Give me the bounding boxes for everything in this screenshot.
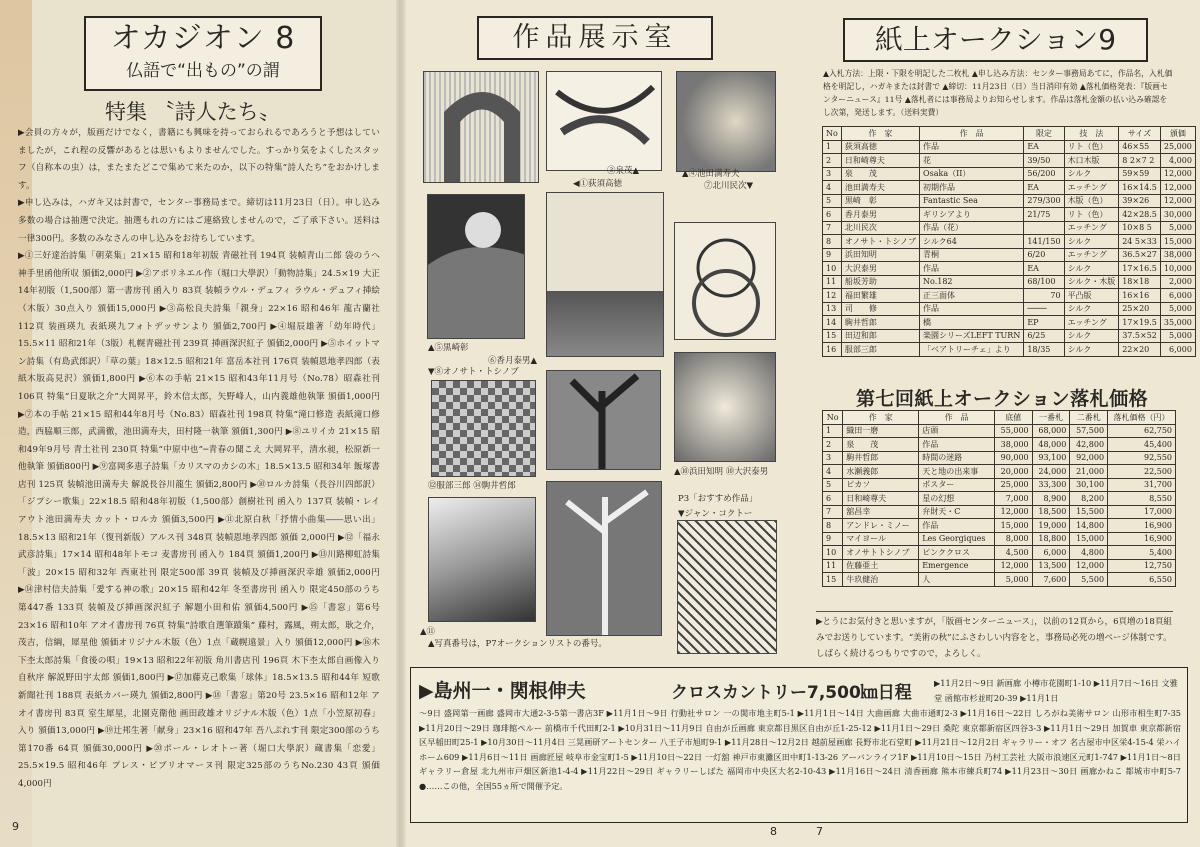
table-row	[823, 573, 1176, 587]
table-cell: EA	[1024, 140, 1064, 154]
tour-box	[410, 667, 1188, 823]
results-header-cell: 底値	[994, 411, 1032, 425]
table-cell: 舘昌幸	[843, 505, 919, 519]
table-cell: 6,000	[1160, 343, 1195, 357]
table-cell: シルク64	[920, 235, 1024, 249]
intro-paragraph: ▶会員の方々が，版画だけでなく，書籍にも興味を持っておられるであろうと予想はしていましたが，これ程の反響があるとは思いもよりませんでした。すっかり気をよくしたスタッフ（自称本の虫）は，またまたどこで集めて来たのか，以下の特集“詩人たち”をおかけします。	[18, 128, 380, 191]
table-cell: 4	[823, 181, 842, 195]
table-cell: 花	[920, 154, 1024, 168]
table-cell: 4,500	[994, 546, 1032, 560]
table-cell: 初期作品	[920, 181, 1024, 195]
table-row	[823, 248, 1196, 262]
results-header-cell: 作 家	[843, 411, 919, 425]
artwork-3-image	[546, 71, 662, 171]
results-header-cell: 二番札	[1070, 411, 1108, 425]
table-cell: 11	[823, 275, 842, 289]
table-cell: 12,000	[1160, 181, 1195, 195]
table-cell: 6/20	[1024, 248, 1064, 262]
table-cell: 作品	[919, 438, 995, 452]
table-row	[823, 208, 1196, 222]
table-cell: EP	[1024, 316, 1064, 330]
table-cell: 39×26	[1119, 194, 1161, 208]
table-cell: 正三面体	[920, 289, 1024, 303]
table-cell: 日和崎尊夫	[843, 492, 919, 506]
table-cell: 織田一磨	[843, 424, 919, 438]
table-cell: シルク	[1064, 262, 1119, 276]
table-cell: 25,000	[994, 478, 1032, 492]
table-cell: 12,000	[1070, 559, 1108, 573]
table-cell: 20,000	[994, 465, 1032, 479]
artwork-6-image	[546, 192, 664, 357]
table-cell: ────	[1024, 302, 1064, 316]
tour-schedule: 〜9日 盛岡第一画廊 盛岡市大通2-3-5第一書店3F ▶11月1日〜9日 行動社サロン 一の関市地主町5-1 ▶11月1日〜14日 大曲画廊 大曲市通町2-3 ▶11月16日〜22日 しろがね美術サロン 山形市相生町7-35 ▶11月20日〜29日 珈琲館ペルー 前橋市千代田町2-1 ▶10月31日〜11月9日 自由が丘画廊 東京都目黒区自由が丘1-25-12 ▶11月1日〜29日 桑陀 東京都新宿区四谷3-3 ▶11月1日〜29日 加賀車 東京都新宿区早稲田町25-1 ▶10月30日〜11月4日 三晃画研アートセンター 八王子市旭町9-1 ▶11月28日〜12月2日 越前屋画廊 長野市北石堂町 ▶11月21日〜12月2日 ギャラリー・オフ 名古屋市中区栄4-15-4 栄ハイホーム609 ▶11月6日〜11日 画廊匠屋 岐阜市金宝町1-5 ▶11月10日〜22日 一灯舘 神戸市東灘区田中町1-13-26 アーバンライフ1F ▶11月10日〜15日 乃村工芸社 大阪市浪速区元町1-747 ▶11月1日〜8日 ギャラリー倉屋 北九州市戸畑区新池1-4-4 ▶11月22日〜29日 ギャラリーしばた 福岡市中央区大名2-10-43 ▶11月16日〜24日 清香画廊 熊本市練兵町74 ▶11月23日〜30日 画廊かねこ 都城市中町5-7 ●……この他，全国55ヵ所で開催予定。	[419, 708, 1181, 791]
table-row	[823, 505, 1176, 519]
auction-table	[822, 126, 1196, 357]
arch-drawing	[424, 72, 539, 183]
table-cell: 8	[823, 235, 842, 249]
table-cell: 14	[823, 316, 842, 330]
table-cell: 駒井哲郎	[843, 451, 919, 465]
tour-headline-distance: クロスカントリー7,500㎞日程	[671, 683, 912, 703]
table-cell: 17,000	[1108, 505, 1176, 519]
table-cell: 作品	[920, 140, 1024, 154]
caption-8: ▼⑧オノサト・トシノブ	[428, 367, 519, 377]
table-cell: 木口木版	[1064, 154, 1119, 168]
table-cell: 70	[1024, 289, 1064, 303]
table-cell: Les Georgiques	[919, 532, 995, 546]
table-cell: 57,500	[1070, 424, 1108, 438]
auction-header-cell: 作 品	[920, 127, 1024, 141]
tour-headline: ▶島州一・関根伸夫	[419, 680, 586, 702]
table-cell: 4,000	[1160, 154, 1195, 168]
table-cell: 16	[823, 343, 842, 357]
auction-header-cell: 頒価	[1160, 127, 1195, 141]
table-row	[823, 532, 1176, 546]
table-cell: 司 修	[841, 302, 919, 316]
caption-5: ▲⑤黒崎彰	[428, 343, 469, 353]
table-cell: 5,000	[1160, 329, 1195, 343]
table-cell: リト（色）	[1064, 140, 1119, 154]
table-cell: 55,000	[994, 424, 1032, 438]
table-cell: 18/35	[1024, 343, 1064, 357]
table-cell: EA	[1024, 262, 1064, 276]
table-cell: 11	[823, 559, 843, 573]
table-row	[823, 221, 1196, 235]
table-row	[823, 424, 1176, 438]
catalog-text	[18, 125, 380, 794]
table-row	[823, 478, 1176, 492]
table-cell: 平凸版	[1064, 289, 1119, 303]
table-cell: マイヨール	[843, 532, 919, 546]
table-cell: シルク	[1064, 302, 1119, 316]
occasion-subtitle: 仏語で“出もの”の謂	[126, 61, 280, 81]
table-cell: 作品	[920, 262, 1024, 276]
table-cell: 24 5×33	[1119, 235, 1161, 249]
caption-10: ⑫服部三郎 ⑭駒井哲郎	[428, 481, 516, 491]
table-cell: アンドレ・ミノー	[843, 519, 919, 533]
table-cell: 68,000	[1032, 424, 1070, 438]
auction-header-row	[823, 127, 1196, 141]
table-cell: 楽園シリーズLEFT TURN	[920, 329, 1024, 343]
table-cell: 12,750	[1108, 559, 1176, 573]
artwork-tree-image	[546, 481, 662, 636]
table-row	[823, 451, 1176, 465]
table-cell: 8,200	[1070, 492, 1108, 506]
table-cell: エッチング	[1064, 248, 1119, 262]
table-cell: 13	[823, 302, 842, 316]
table-cell: 作品	[920, 302, 1024, 316]
table-cell: 24,000	[1032, 465, 1070, 479]
table-cell: ギリシアより	[920, 208, 1024, 222]
table-row	[823, 154, 1196, 168]
table-cell: 9	[823, 532, 843, 546]
table-cell: 6	[823, 492, 843, 506]
results-title: 第七回紙上オークション落札価格	[856, 388, 1149, 410]
table-cell: 2	[823, 154, 842, 168]
table-cell: 8,550	[1108, 492, 1176, 506]
auction-header-cell: サイズ	[1119, 127, 1161, 141]
table-cell: 泉 茂	[841, 167, 919, 181]
artwork-8-image	[431, 380, 536, 477]
table-cell: 6/25	[1024, 329, 1064, 343]
table-cell: 30,100	[1070, 478, 1108, 492]
table-row	[823, 140, 1196, 154]
table-cell: Emergence	[919, 559, 995, 573]
table-row	[823, 343, 1196, 357]
auction-body	[823, 140, 1196, 356]
table-cell: 12	[823, 289, 842, 303]
table-cell: 42×28.5	[1119, 208, 1161, 222]
table-row	[823, 465, 1176, 479]
table-cell: 時間の迷路	[919, 451, 995, 465]
gallery-note: ▲写真番号は，P7オークションリストの番号。	[428, 639, 607, 649]
caption-4: ▲④池田満寿夫	[682, 169, 740, 179]
table-cell: 16×14.5	[1119, 181, 1161, 195]
table-row	[823, 438, 1176, 452]
table-cell: 12,000	[994, 559, 1032, 573]
flower-drawing	[675, 223, 776, 340]
table-cell: 3	[823, 167, 842, 181]
artwork-cocteau-image	[677, 520, 777, 654]
auction-header-cell: 技 法	[1064, 127, 1119, 141]
table-row	[823, 329, 1196, 343]
table-row	[823, 492, 1176, 506]
wave-drawing	[547, 72, 662, 171]
table-cell: 38,000	[994, 438, 1032, 452]
table-row	[823, 302, 1196, 316]
table-cell: 31,700	[1108, 478, 1176, 492]
table-cell: ピカソ	[843, 478, 919, 492]
table-cell: 荻須高徳	[841, 140, 919, 154]
page-number-7: 7	[816, 825, 823, 838]
tree-drawing	[547, 371, 661, 470]
results-header-cell: 落札価格（円）	[1108, 411, 1176, 425]
table-cell: 14,800	[1070, 519, 1108, 533]
table-cell: シルク	[1064, 329, 1119, 343]
table-row	[823, 181, 1196, 195]
table-cell: ポスター	[919, 478, 995, 492]
table-cell: EA	[1024, 181, 1064, 195]
table-cell: 6,000	[1160, 289, 1195, 303]
table-cell: 黒崎 彰	[841, 194, 919, 208]
table-cell: 牛玖健治	[843, 573, 919, 587]
table-cell: エッチング	[1064, 221, 1119, 235]
table-cell: オノサト・トシノブ	[841, 235, 919, 249]
table-cell: 人	[919, 573, 995, 587]
table-cell: 141/150	[1024, 235, 1064, 249]
table-cell: 弁財天・C	[919, 505, 995, 519]
table-row	[823, 275, 1196, 289]
table-cell: 8,000	[994, 532, 1032, 546]
caption-6: ⑥香月泰男▲	[488, 356, 538, 366]
table-cell: 30,000	[1160, 208, 1195, 222]
table-cell: オノサトトシノブ	[843, 546, 919, 560]
table-cell: ピンククロス	[919, 546, 995, 560]
table-row	[823, 262, 1196, 276]
table-row	[823, 167, 1196, 181]
occasion-title-box	[84, 16, 322, 91]
page-number-left: 9	[12, 820, 19, 833]
table-cell: 15,000	[994, 519, 1032, 533]
table-cell: シルク・木版	[1064, 275, 1119, 289]
table-cell: 5,000	[1160, 221, 1195, 235]
table-row	[823, 289, 1196, 303]
table-cell: 6,000	[1032, 546, 1070, 560]
table-row	[823, 316, 1196, 330]
table-cell: 19,000	[1032, 519, 1070, 533]
results-header-cell: 作 品	[919, 411, 995, 425]
table-cell: 2	[823, 438, 843, 452]
table-cell: 7	[823, 221, 842, 235]
table-cell: Osaka（II）	[920, 167, 1024, 181]
table-cell: エッチング	[1064, 316, 1119, 330]
table-cell: 4	[823, 465, 843, 479]
table-cell: 17×19.5	[1119, 316, 1161, 330]
caption-9: ▲⑩浜田知明 ⑩大沢泰男	[674, 467, 769, 477]
table-cell: 5,000	[994, 573, 1032, 587]
table-cell: 45,400	[1108, 438, 1176, 452]
table-cell: 「ベアトリーチェ」より	[920, 343, 1024, 357]
table-cell: 作品（花）	[920, 221, 1024, 235]
table-cell: 5,400	[1108, 546, 1176, 560]
table-cell: 93,100	[1032, 451, 1070, 465]
table-cell: 池田満寿夫	[841, 181, 919, 195]
table-cell: 8	[823, 519, 843, 533]
table-cell: 33,300	[1032, 478, 1070, 492]
table-cell: 1	[823, 140, 842, 154]
table-cell: 56/200	[1024, 167, 1064, 181]
abstract-drawing	[428, 195, 525, 339]
table-row	[823, 546, 1176, 560]
table-cell: 10	[823, 546, 843, 560]
table-cell: 駒井哲郎	[841, 316, 919, 330]
order-paragraph: ▶申し込みは，ハガキ又は封書で，センター事務局まで。締切は11月23日（日）。申し込み多数の場合は抽選で決定。抽選もれの方にはご連絡致しませんので，ご了承下さい。送料は一律300円。多数のみなさんの申し込みをお待ちしています。	[18, 198, 380, 244]
table-cell: 37.5×52	[1119, 329, 1161, 343]
page-number-8: 8	[770, 825, 777, 838]
table-cell: 水瀬義郎	[843, 465, 919, 479]
table-cell: 10	[823, 262, 842, 276]
table-cell: 46×55	[1119, 140, 1161, 154]
table-cell: 36.5×27	[1119, 248, 1161, 262]
table-cell: シルク	[1064, 343, 1119, 357]
table-cell: Fantastic Sea	[920, 194, 1024, 208]
table-cell: 木版（色）	[1064, 194, 1119, 208]
table-cell: 15	[823, 329, 842, 343]
news-note: ▶とうにお気付きと思いますが，「版画センターニュース」，以前の12頁から，6頁増の18頁組みでお送りしています。“美術の秋”にふさわしい内容をと，事務局必死の増ページ体制です。しばらく続けるつもりですので，よろしく。	[816, 611, 1173, 662]
table-cell	[1024, 221, 1064, 235]
table-cell: 服部三郎	[841, 343, 919, 357]
bare-tree-drawing	[547, 482, 662, 636]
table-cell: 青桐	[920, 248, 1024, 262]
table-cell: 大沢泰男	[841, 262, 919, 276]
occasion-title: オカジオン 8	[110, 21, 296, 56]
table-cell: 48,000	[1032, 438, 1070, 452]
table-row	[823, 235, 1196, 249]
table-cell: 6	[823, 208, 842, 222]
table-cell: 田辺和郎	[841, 329, 919, 343]
auction-title: 紙上オークション9	[843, 18, 1148, 62]
table-cell: 15	[823, 573, 843, 587]
table-cell: 北川民次	[841, 221, 919, 235]
results-header-cell: 一番札	[1032, 411, 1070, 425]
tour-top-schedule: ▶11月2日〜9日 新画廊 小樽市花園町1-10 ▶11月7日〜16日 文雅堂 函館市杉並町20-39 ▶11月1日	[934, 678, 1178, 703]
table-cell: 92,550	[1108, 451, 1176, 465]
caption-11: P3「おすすめ作品」	[678, 494, 758, 504]
auction-header-cell: 作 家	[841, 127, 919, 141]
table-cell: シルク	[1064, 167, 1119, 181]
table-cell: 4,800	[1070, 546, 1108, 560]
table-cell: 25×20	[1119, 302, 1161, 316]
table-cell: 8,900	[1032, 492, 1070, 506]
table-cell: 泉 茂	[843, 438, 919, 452]
table-cell: No.182	[920, 275, 1024, 289]
table-cell: 13,500	[1032, 559, 1070, 573]
gallery-title: 作品展示室	[477, 16, 713, 60]
table-cell: 22,500	[1108, 465, 1176, 479]
table-cell: 1	[823, 424, 843, 438]
table-cell: 7,600	[1032, 573, 1070, 587]
table-cell: 16×16	[1119, 289, 1161, 303]
table-cell: 12,000	[1160, 167, 1195, 181]
table-cell: 21/75	[1024, 208, 1064, 222]
caption-13: ▲⑪	[420, 627, 436, 637]
caption-1: ◀①荻須高徳	[573, 179, 623, 189]
table-row	[823, 194, 1196, 208]
special-feature-title: 特集 〝詩人たち〟	[105, 100, 280, 124]
table-cell: 浜田知明	[841, 248, 919, 262]
table-cell: 10,000	[1160, 262, 1195, 276]
book-list: ▶①三好達治詩集「朝菜集」21×15 昭和18年初版 青磁社刊 194頁 装幀青山二郎 袋のうへ 神手里函他所収 頒価2,000円 ▶②アポリネエル作（堀口大學訳）「動物詩集」24.5×19 大正14年初版（1,500部）第一書房刊 函入り 83頁 装幀ラウル・デュフィ ラウル・デュフィ挿絵（木版）30点入り 頒価15,000円 ▶③高松良夫詩集「親身」22×16 昭和46年 龍古蘭社 112頁 装画瑛九 表紙瑛九フォトデッサンより 頒価2,700円 ▶④堀辰雄著「幼年時代」15.5×11 昭和21年（3版）札幌青磁社刊 239頁 挿画深沢紅子 頒価2,000円 ▶⑤ホイットマン詩集（有島武郎訳）「草の葉」18×12.5 昭和21年 富岳本社刊 176頁 装幀恩地孝四郎（表紙木版高見沢）頒価1,800円 ▶⑥本の手帖 21×15 昭和43年11月号（No.78）昭森社刊 106頁 特集“日夏耿之介”大岡昇平，鈴木信太郎，矢野峰人，山内義雄他執筆 頒価1,000円 ▶⑦本の手帖 21×15 昭和44年8月号（No.83）昭森社刊 198頁 特集“滝口修造 表紙滝口修造，西脇順三郎，武満徹，池田満寿夫，田村隆一執筆 頒価1,300円 ▶⑧ユリイカ 21×15 昭和49年9月号 青土社刊 230頁 特集“中原中也”─青春の聞こえ 大岡昇平，清水昶，松原新一他執筆 頒価800円 ▶⑨富岡多恵子詩集「カリスマのカシの木」18.5×13.5 昭和34年 飯塚書店刊 125頁 装幀池田満寿夫 解説長谷川龍生 頒価2,800円 ▶⑩ロルカ詩集（長谷川四郎訳）「ジプシー歌集」22×18.5 昭和48年初版（1,500部）創樹社刊 函入り 137頁 装幀・レイアウト池田満寿夫 カット・ロルカ 頒価3,500円 ▶⑪北原白秋「抒情小曲集――思い出」18.5×13 昭和21年（復刊新版）アルス刊 348頁 装幀恩地孝四郎 頒価 2,000円 ▶⑫「福永武彦詩集」17×14 昭和48年トモコ 麦書房刊 函入り 184頁 頒価1,200円 ▶⑬川路柳虹詩集「波」20×15 昭和32年 西東社刊 限定500部 39頁 装幀及び挿画深沢幸雄 頒価2,000円 ▶⑭津村信夫詩集「愛する神の歌」20×15 昭和42年 冬至書房刊 函入り 限定450部のうち第447番 133頁 装幀及び挿画深沢紅子 解題小田和佑 頒価4,500円 ▶⑮「書窓」第6号 23×16 昭和10年 アオイ書房刊 76頁 特集“詩歌自選筆蹟集” 藤村，露風，朔太郎，耿之介，茂吉，信綱，犀星他 頒価オリジナル木版（色）1点「蔵幌遠景」入り 頒価12,000円 ▶⑯木下杢太郎詩集「食後の唄」19×13 昭和22年初版 角川書店刊 196頁 木下杢太郎自画像入り自秋序 解説野田宇太郎 頒価1,800円 ▶⑰加藤克己歌集「球体」18.5×13.5 昭和44年 短歌新聞社刊 188頁 表紙カバー瑛九 頒価2,800円 ▶⑱「書窓」第20号 23.5×16 昭和12年 アオイ書房刊 83頁 室生犀星，北園克衛他 画田政雄オリジナル木版（色）1点「小笠原初春」入り 頒価13,000円 ▶⑲辻邦生著「献身」23×16 昭和47年 吾八ぷれす刊 限定300部のうち第170番 64頁 頒価30,000円 ▶⑳ポール・レオトー著（堀口大學訳）蔵書集「恋愛」25.5×19.5 昭和46年 プレス・ビブリオマーヌ刊 限定325部のうちNo.230 43頁 頒価4,000円	[18, 251, 380, 789]
table-cell: 船坂芳助	[841, 275, 919, 289]
results-body	[823, 424, 1176, 586]
table-cell: 5,500	[1070, 573, 1108, 587]
table-cell: 12,000	[1160, 194, 1195, 208]
artwork-9-image	[546, 370, 661, 470]
table-cell: 8 2×7 2	[1119, 154, 1161, 168]
table-cell: 25,000	[1160, 140, 1195, 154]
table-cell: 5	[823, 194, 842, 208]
caption-7: ⑦北川民次▼	[704, 181, 754, 191]
table-cell: 店頭	[919, 424, 995, 438]
table-cell: 15,500	[1070, 505, 1108, 519]
artwork-10-image	[674, 352, 776, 462]
table-cell: 福田繁雄	[841, 289, 919, 303]
results-header-row	[823, 411, 1176, 425]
table-cell: 日和崎尊夫	[841, 154, 919, 168]
table-cell: 15,000	[1160, 235, 1195, 249]
table-row	[823, 559, 1176, 573]
table-cell: 9	[823, 248, 842, 262]
table-cell: 12,000	[994, 505, 1032, 519]
table-cell: エッチング	[1064, 181, 1119, 195]
table-row	[823, 519, 1176, 533]
table-cell: リト（色）	[1064, 208, 1119, 222]
auction-header-cell: No	[823, 127, 842, 141]
left-page	[0, 0, 400, 847]
table-cell: 39/50	[1024, 154, 1064, 168]
table-cell: 2,000	[1160, 275, 1195, 289]
table-cell: 17×16.5	[1119, 262, 1161, 276]
auction-instructions: ▲入札方法：上限・下限を明記した二枚札 ▲申し込み方法：センター事務局あてに，作品名，入札価格を明記し，ハガキまたは封書で ▲締切：11月23日（日）当日消印有効 ▲落札価格発表：『版画センターニュース』11号 ▲落札者には事務局よりお知らせします。作品は落札金額の払い込み確認をし次第，発送します。（送料実費）	[823, 69, 1173, 117]
table-cell: 90,000	[994, 451, 1032, 465]
table-cell: 香月泰男	[841, 208, 919, 222]
table-cell: 16,900	[1108, 532, 1176, 546]
table-cell: 68/100	[1024, 275, 1064, 289]
table-cell: 7	[823, 505, 843, 519]
table-cell: 62,750	[1108, 424, 1176, 438]
table-cell: 92,000	[1070, 451, 1108, 465]
table-cell: 22×20	[1119, 343, 1161, 357]
table-cell: 15,000	[1070, 532, 1108, 546]
table-cell: 42,800	[1070, 438, 1108, 452]
table-cell: 5,000	[1160, 302, 1195, 316]
artwork-5-image	[427, 194, 525, 339]
table-cell: 佐藤亜土	[843, 559, 919, 573]
artwork-1-image	[423, 71, 539, 183]
table-cell: 10×8 5	[1119, 221, 1161, 235]
table-cell: 18×18	[1119, 275, 1161, 289]
table-cell: 16,900	[1108, 519, 1176, 533]
table-cell: 21,000	[1070, 465, 1108, 479]
artwork-4-image	[676, 71, 776, 172]
table-cell: 星の幻想	[919, 492, 995, 506]
table-cell: 18,500	[1032, 505, 1070, 519]
table-cell: 35,000	[1160, 316, 1195, 330]
table-cell: 59×59	[1119, 167, 1161, 181]
auction-header-cell: 限定	[1024, 127, 1064, 141]
table-cell: 3	[823, 451, 843, 465]
table-cell: シルク	[1064, 235, 1119, 249]
table-cell: 38,000	[1160, 248, 1195, 262]
artwork-7-image	[674, 222, 776, 340]
results-header-cell: No	[823, 411, 843, 425]
table-cell: 作品	[919, 519, 995, 533]
table-cell: 7,000	[994, 492, 1032, 506]
caption-12: ▼ジャン・コクトー	[678, 509, 753, 519]
results-table	[822, 410, 1176, 587]
table-cell: 18,800	[1032, 532, 1070, 546]
table-cell: 橋	[920, 316, 1024, 330]
caption-3: ③泉茂▲	[607, 166, 640, 176]
artwork-11-image	[428, 497, 536, 622]
table-cell: 5	[823, 478, 843, 492]
table-cell: 天と地の出来事	[919, 465, 995, 479]
table-cell: 279/300	[1024, 194, 1064, 208]
table-cell: 6,550	[1108, 573, 1176, 587]
page-fold	[396, 0, 406, 847]
